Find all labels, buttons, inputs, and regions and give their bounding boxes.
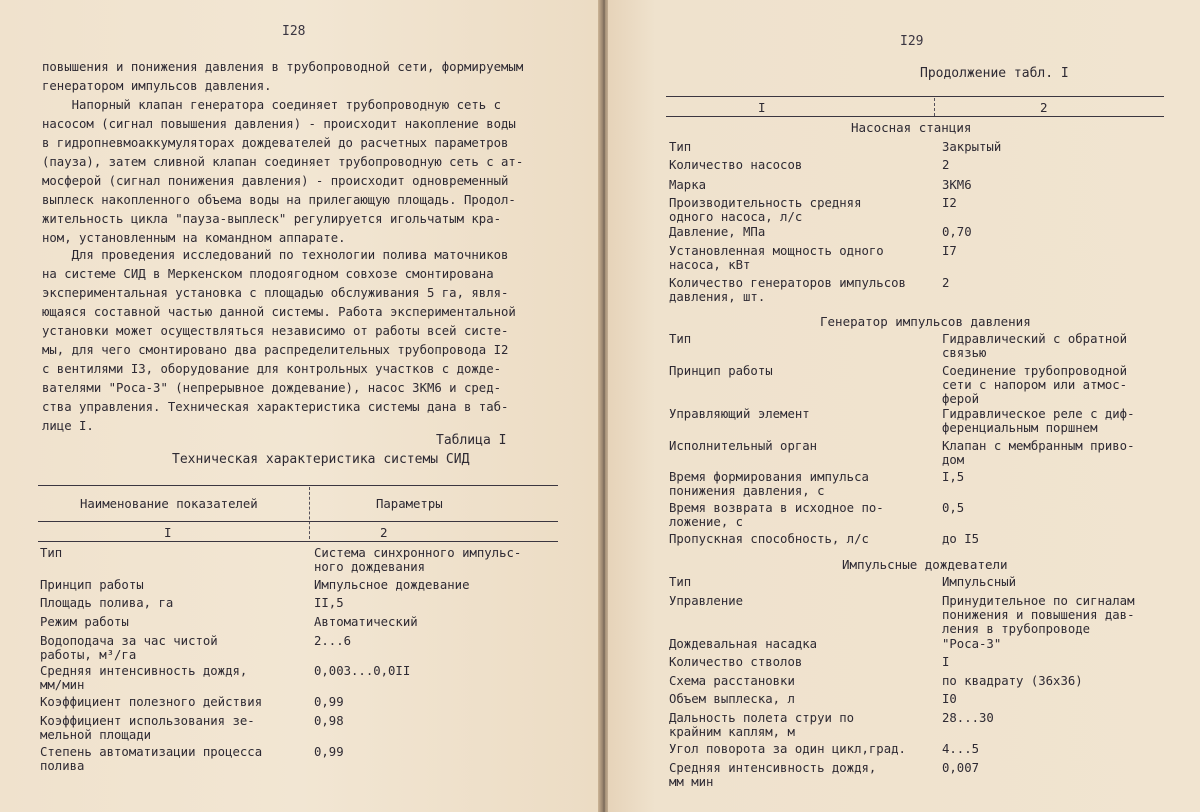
row-name: Производительность средняя одного насоса, л/с: [669, 196, 862, 224]
right-page: [608, 0, 1200, 812]
row-value: Соединение трубопроводной сети с напором или атмос- ферой: [942, 364, 1128, 406]
cont-column-divider: [934, 98, 935, 116]
table-header-rule: [38, 521, 558, 522]
row-value: "Роса-3": [942, 637, 1002, 651]
row-value: до I5: [942, 532, 980, 546]
row-value: 2...6: [314, 634, 352, 648]
row-name: Пропускная способность, л/с: [669, 532, 869, 546]
row-name: Принцип работы: [40, 578, 144, 592]
row-name: Тип: [40, 546, 63, 560]
row-value: 0,99: [314, 695, 344, 709]
row-name: Время формирования импульса понижения давления, с: [669, 470, 869, 498]
row-name: Дальность полета струи по крайним каплям, м: [669, 711, 855, 739]
row-value: 0,5: [942, 501, 965, 515]
row-value: 3КМ6: [942, 178, 972, 192]
page-number-left: I28: [282, 24, 306, 39]
row-value: Клапан с мембранным приво- дом: [942, 439, 1135, 467]
row-name: Объем выплеска, л: [669, 692, 795, 706]
colnum-1: I: [758, 100, 766, 115]
row-name: Управляющий элемент: [669, 407, 810, 421]
page-number-right: I29: [900, 34, 924, 49]
row-name: Тип: [669, 575, 692, 589]
row-name: Средняя интенсивность дождя, мм мин: [669, 761, 877, 789]
row-name: Исполнительный орган: [669, 439, 818, 453]
row-name: Коэффициент использования зе- мельной площади: [40, 714, 255, 742]
row-name: Коэффициент полезного действия: [40, 695, 263, 709]
row-value: I0: [942, 692, 957, 706]
header-col1: Наименование показателей: [80, 497, 258, 511]
row-name: Время возврата в исходное по- ложение, с: [669, 501, 884, 529]
row-value: I7: [942, 244, 957, 258]
row-value: I,5: [942, 470, 965, 484]
row-name: Марка: [669, 178, 707, 192]
row-name: Площадь полива, га: [40, 596, 174, 610]
row-name: Количество насосов: [669, 158, 803, 172]
table-title: Техническая характеристика системы СИД: [172, 452, 470, 467]
row-value: 2: [942, 276, 950, 290]
row-name: Средняя интенсивность дождя, мм/мин: [40, 664, 248, 692]
row-name: Водоподача за час чистой работы, м³/га: [40, 634, 218, 662]
row-value: 0,99: [314, 745, 344, 759]
continuation-label: Продолжение табл. I: [920, 66, 1069, 81]
table-column-divider: [309, 487, 310, 539]
row-name: Тип: [669, 332, 692, 346]
row-name: Схема расстановки: [669, 674, 795, 688]
row-name: Количество генераторов импульсов давления, шт.: [669, 276, 906, 304]
row-value: Гидравлическое реле с диф- ференциальным поршнем: [942, 407, 1135, 435]
paragraph-3: Для проведения исследований по технологии полива маточников на системе СИД в Меркенском плодоягодном совхозе смонтирована экспериментальная установка с площадью обслуживания 5 га, явля- ющаяся составной частью данной системы. Работа экспериментальной установки может осуществляться независимо от работы всей систе- мы, для чего смонтировано два распределительных трубопровода I2 с вентилями I3, оборудование для контрольных участков с дожде- вателями "Роса-3" (непрерывное дождевание), насос 3КМ6 и сред- ства управления. Техническая характеристика системы дана в таб- лице I.: [42, 248, 516, 433]
table-label: Таблица I: [436, 433, 507, 448]
colnum-2: 2: [1040, 100, 1048, 115]
row-value: I2: [942, 196, 957, 210]
row-value: 28...30: [942, 711, 994, 725]
cont-top-rule: [666, 96, 1164, 97]
row-name: Принцип работы: [669, 364, 773, 378]
row-value: 4...5: [942, 742, 980, 756]
row-name: Давление, МПа: [669, 225, 766, 239]
row-value: Система синхронного импульс- ного дождевания: [314, 546, 522, 574]
row-value: Импульсный: [942, 575, 1017, 589]
section-title-pulse-sprinklers: Импульсные дождеватели: [842, 557, 1008, 572]
row-value: Закрытый: [942, 140, 1002, 154]
paragraph-1: повышения и понижения давления в трубопроводной сети, формируемым генератором импульсов давления.: [42, 60, 524, 93]
row-value: 0,70: [942, 225, 972, 239]
row-value: по квадрату (36х36): [942, 674, 1083, 688]
row-name: Количество стволов: [669, 655, 803, 669]
colnum-1: I: [164, 525, 172, 540]
colnum-2: 2: [380, 525, 388, 540]
row-name: Дождевальная насадка: [669, 637, 818, 651]
row-value: 0,003...0,0II: [314, 664, 411, 678]
paragraph-2: Напорный клапан генератора соединяет трубопроводную сеть с насосом (сигнал повышения давления) - происходит накопление воды в гидропневмоаккумуляторах дождевателей до расчетных параметров (пауза), затем сливной клапан соединяет трубопроводную сеть с ат- мосферой (сигнал понижения давления) - происходит одновременный выплеск накопленного объема воды на прилегающую площадь. Продол- жительность цикла "пауза-выплеск" регулируется игольчатым кра- ном, установленным на командном аппарате.: [42, 98, 524, 245]
row-name: Тип: [669, 140, 692, 154]
row-name: Степень автоматизации процесса полива: [40, 745, 263, 773]
row-value: Автоматический: [314, 615, 418, 629]
table-top-rule: [38, 485, 558, 486]
row-value: I: [942, 655, 950, 669]
table-colnum-rule: [38, 541, 558, 542]
row-value: Гидравлический с обратной связью: [942, 332, 1128, 360]
header-col2: Параметры: [376, 497, 443, 511]
row-value: Импульсное дождевание: [314, 578, 470, 592]
row-name: Угол поворота за один цикл,град.: [669, 742, 906, 756]
cont-colnum-rule: [666, 116, 1164, 117]
section-title-pulse-generator: Генератор импульсов давления: [820, 314, 1031, 329]
row-value: 0,007: [942, 761, 980, 775]
row-value: 0,98: [314, 714, 344, 728]
row-value: Принудительное по сигналам понижения и повышения дав- ления в трубопроводе: [942, 594, 1135, 636]
row-name: Управление: [669, 594, 744, 608]
row-name: Установленная мощность одного насоса, кВт: [669, 244, 884, 272]
row-name: Режим работы: [40, 615, 129, 629]
row-value: II,5: [314, 596, 344, 610]
row-value: 2: [942, 158, 950, 172]
section-title-pump-station: Насосная станция: [851, 120, 972, 135]
